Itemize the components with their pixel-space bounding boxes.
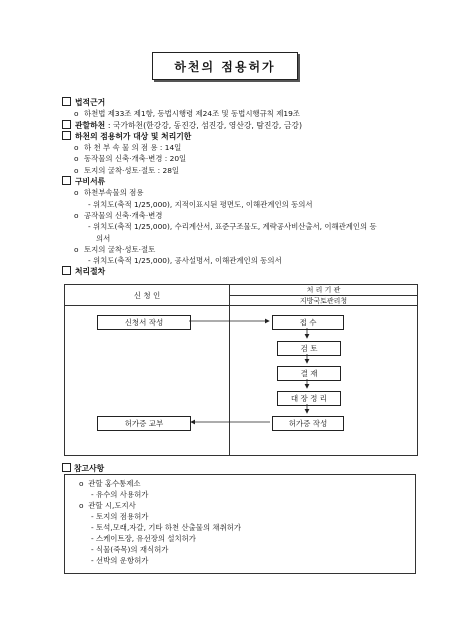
list-item: o 하천부속물의 점용 xyxy=(74,188,144,198)
checkbox-square-icon xyxy=(62,266,71,275)
bullet-icon: o xyxy=(74,154,79,164)
section-documents: 구비서류 xyxy=(62,176,422,187)
bullet-icon: o xyxy=(74,244,79,254)
list-item: o 하 천 부 속 물 의 점 용 : 14일 xyxy=(74,143,182,153)
section-reference: 참고사항 xyxy=(62,463,104,474)
list-subitem-continuation: 의서 xyxy=(96,233,111,243)
agency-header: 처 리 기 관 xyxy=(306,286,341,294)
checkbox-square-icon xyxy=(62,97,71,106)
list-subitem: - 유수의 사용허가 xyxy=(91,490,149,499)
step-issue-write: 허가증 작성 xyxy=(272,416,344,431)
section-jurisdiction: 관할하천 : 국가하천(한강강, 동진강, 섬진강, 영산강, 탐진강, 금강) xyxy=(62,120,422,131)
agency-name: 지방국토관리청 xyxy=(299,297,348,305)
list-item: o 하천법 제33조 제1항, 동법시행령 제24조 및 동법시행규칙 제19조 xyxy=(74,109,300,119)
bullet-icon: o xyxy=(79,479,84,488)
step-approve: 결 재 xyxy=(277,366,341,381)
bullet-icon: o xyxy=(74,165,79,175)
checkbox-square-icon xyxy=(62,463,71,472)
list-subitem: - 식물(죽목)의 재식허가 xyxy=(91,545,169,554)
page-title xyxy=(152,52,298,80)
step-review: 검 토 xyxy=(277,341,341,356)
checkbox-square-icon xyxy=(62,176,71,185)
checkbox-square-icon xyxy=(62,120,71,129)
step-ledger: 대 장 정 리 xyxy=(277,391,341,406)
bullet-icon: o xyxy=(74,109,79,119)
list-subitem: - 토지의 점용허가 xyxy=(91,512,149,521)
step-receive: 접 수 xyxy=(272,315,344,330)
list-item: o 관할 시,도지사 xyxy=(79,501,136,510)
list-subitem: - 토석,모래,자갈, 기타 하천 산출물의 채취허가 xyxy=(91,523,241,532)
checkbox-square-icon xyxy=(62,131,71,140)
applicant-header: 신 청 인 xyxy=(133,291,161,300)
main-content xyxy=(62,97,422,278)
list-item: o 토지의 굴착·성토·절토 xyxy=(74,244,156,254)
bullet-icon: o xyxy=(74,143,79,153)
reference-box xyxy=(64,474,416,574)
page-title-text: 하천의 점용허가 xyxy=(174,59,276,74)
list-subitem: - 선박의 운항허가 xyxy=(91,556,149,565)
list-item: o 관할 홍수통제소 xyxy=(79,479,141,488)
step-apply: 신청서 작성 xyxy=(97,315,191,330)
list-item: o 토지의 굴착·성토·절토 : 28일 xyxy=(74,165,180,175)
bullet-icon: o xyxy=(74,188,79,198)
list-item: o 공작물의 신축·개축·변경 xyxy=(74,210,163,220)
list-subitem: - 스케이트장, 유선장의 설치허가 xyxy=(91,534,196,543)
list-subitem: - 위치도(축적 1/25,000), 지적이표시된 평면도, 이해관계인의 동의서 xyxy=(88,199,313,209)
list-subitem: - 위치도(축적 1/25,000), 수리계산서, 표준구조물도, 계략공사비산출서, 이해관계인의 동 xyxy=(88,222,377,232)
flow-arrows xyxy=(64,284,416,454)
section-legal: 법적근거 xyxy=(62,97,422,108)
bullet-icon: o xyxy=(79,501,84,510)
list-subitem: - 위치도(축적 1/25,000), 공사설명서, 이해관계인의 동의서 xyxy=(88,256,282,266)
bullet-icon: o xyxy=(74,210,79,220)
list-item: o 동작물의 신축·개축·변경 : 20일 xyxy=(74,154,187,164)
section-process: 처리절차 xyxy=(62,266,422,277)
step-issue-deliver: 허가증 교부 xyxy=(97,416,191,431)
section-deadline: 하천의 점용허가 대상 및 처리기한 xyxy=(62,131,422,142)
